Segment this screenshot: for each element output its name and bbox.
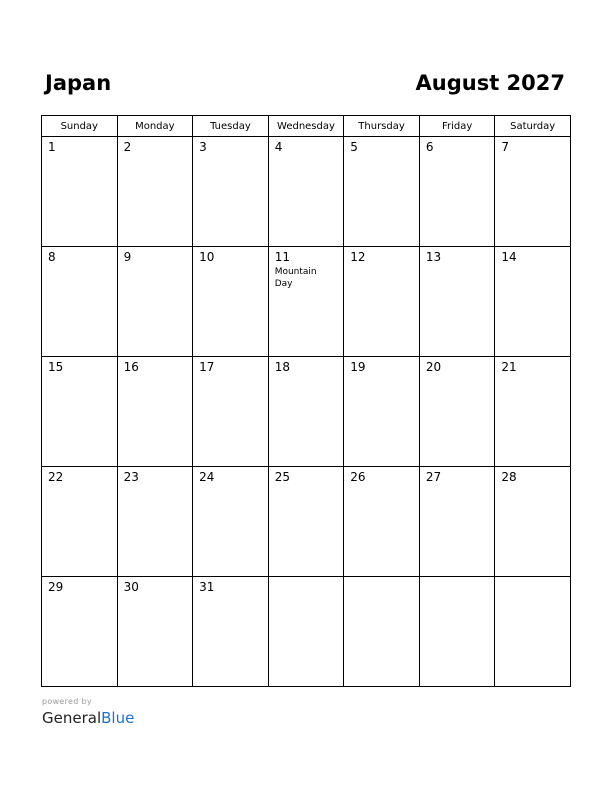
powered-by-label: powered by	[42, 697, 92, 706]
day-cell	[42, 467, 118, 577]
day-cell	[268, 247, 344, 357]
day-cell	[42, 137, 118, 247]
holiday-label: Mountain Day	[274, 267, 317, 289]
day-cell	[268, 577, 344, 687]
brand-name-general: General	[42, 709, 102, 727]
day-cell	[117, 577, 193, 687]
day-number: 7	[501, 140, 510, 154]
day-cell	[419, 137, 495, 247]
day-cell	[268, 467, 344, 577]
day-number: 8	[48, 250, 56, 264]
day-cell	[344, 577, 420, 687]
brand-name-blue: Blue	[101, 709, 135, 727]
day-cell	[419, 247, 495, 357]
day-number: 24	[199, 470, 215, 484]
day-cell	[268, 137, 344, 247]
day-number: 25	[274, 470, 290, 484]
day-number: 11	[274, 250, 290, 264]
week-row	[42, 577, 571, 687]
day-number: 23	[123, 470, 139, 484]
brand-name	[42, 708, 134, 728]
day-number: 15	[48, 360, 64, 374]
day-cell	[419, 357, 495, 467]
brand-logo	[42, 697, 134, 728]
day-number: 9	[123, 250, 132, 264]
day-number: 29	[48, 580, 64, 594]
day-cell	[117, 357, 193, 467]
day-number: 6	[425, 140, 434, 154]
day-number: 22	[48, 470, 64, 484]
day-cell	[344, 137, 420, 247]
day-number: 2	[123, 140, 132, 154]
day-cell	[344, 357, 420, 467]
day-number: 4	[274, 140, 283, 154]
day-number: 20	[425, 360, 442, 374]
day-cell	[193, 467, 269, 577]
week-row	[42, 247, 571, 357]
weekday-header: Wednesday	[268, 116, 344, 137]
day-cell	[495, 577, 571, 687]
day-cell	[117, 247, 193, 357]
day-number: 30	[123, 580, 139, 594]
day-number: 1	[48, 140, 56, 154]
weekday-header: Monday	[117, 116, 193, 137]
day-number: 19	[350, 360, 366, 374]
weekday-header-row	[42, 116, 571, 137]
day-number: 14	[501, 250, 517, 264]
day-cell	[268, 357, 344, 467]
weekday-header: Saturday	[495, 116, 571, 137]
day-cell	[193, 577, 269, 687]
weekday-header: Tuesday	[193, 116, 269, 137]
day-cell	[495, 467, 571, 577]
day-cell	[495, 137, 571, 247]
calendar-grid	[41, 115, 571, 687]
day-number: 18	[274, 360, 290, 374]
weekday-header: Thursday	[344, 116, 420, 137]
day-cell	[193, 357, 269, 467]
weekday-header: Friday	[419, 116, 495, 137]
day-cell	[495, 247, 571, 357]
day-cell	[193, 137, 269, 247]
day-cell	[117, 137, 193, 247]
day-number: 13	[425, 250, 442, 264]
week-row	[42, 357, 571, 467]
day-number: 3	[199, 140, 207, 154]
week-row	[42, 137, 571, 247]
day-number: 28	[501, 470, 517, 484]
day-cell	[344, 467, 420, 577]
country-title: Japan	[45, 71, 112, 95]
day-cell	[193, 247, 269, 357]
day-cell	[117, 467, 193, 577]
day-cell	[42, 247, 118, 357]
day-number: 12	[350, 250, 366, 264]
day-cell	[419, 577, 495, 687]
day-number: 10	[199, 250, 215, 264]
day-number: 5	[350, 140, 358, 154]
day-number: 17	[199, 360, 215, 374]
day-number: 31	[199, 580, 215, 594]
day-number: 27	[425, 470, 442, 484]
day-cell	[495, 357, 571, 467]
day-number: 21	[501, 360, 517, 374]
day-cell	[344, 247, 420, 357]
day-cell	[419, 467, 495, 577]
week-row	[42, 467, 571, 577]
day-number: 16	[123, 360, 139, 374]
weekday-header: Sunday	[42, 116, 118, 137]
day-cell	[42, 577, 118, 687]
day-number: 26	[350, 470, 366, 484]
month-year-title: August 2027	[415, 71, 565, 95]
day-cell	[42, 357, 118, 467]
